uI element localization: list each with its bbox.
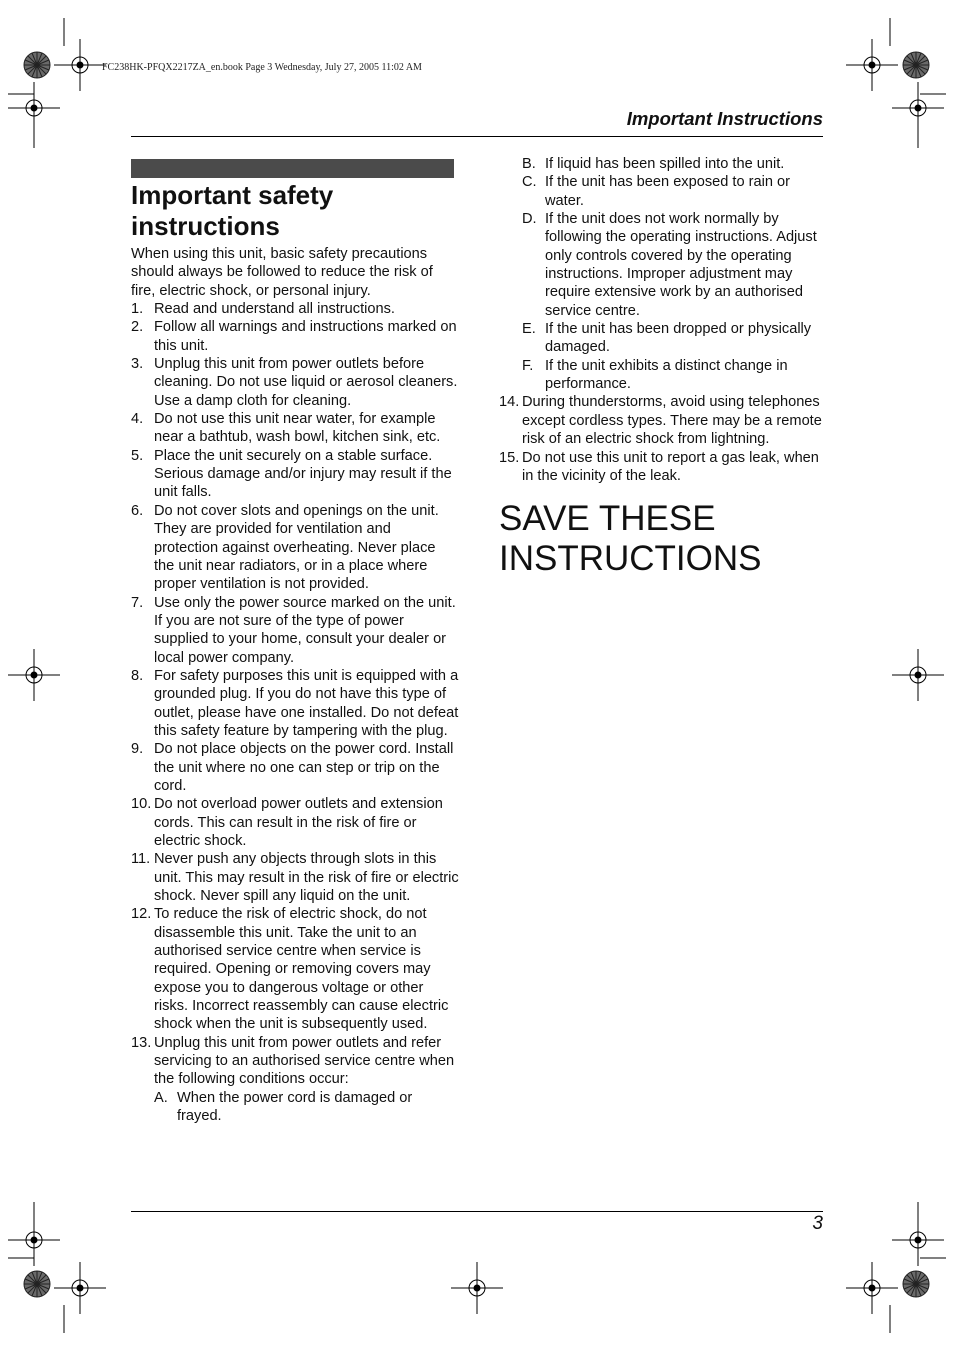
sub-list-item: A. When the power cord is damaged or frayed. <box>154 1089 413 1125</box>
list-item: 4. Do not use this unit near water, for example near a bathtub, wash bowl, kitchen sink, etc. <box>131 411 441 446</box>
sub-list-continued <box>499 155 829 393</box>
sub-list-item: E. If the unit has been dropped or physically damaged. <box>522 321 812 356</box>
list-item: 9. Do not place objects on the power cord. Install the unit where no one can step or trip on the cord. <box>131 741 454 794</box>
left-column <box>131 245 459 1126</box>
section-bar <box>131 159 454 178</box>
footer-rule <box>131 1211 823 1212</box>
list-item: 7. Use only the power source marked on the unit. If you are not sure of the type of power supplied to your home, consult your dealer or local power company. <box>131 594 456 666</box>
list-item: 11. Never push any objects through slots in this unit. This may result in the risk of fire or electric shock. Never spill any liquid on the unit. <box>131 851 459 905</box>
list-item: 12. To reduce the risk of electric shock, do not disassemble this unit. Take the unit to an authorised service centre when service is required. Opening or removing covers may expose you to dangerous voltage or other risks. Incorrect reassembly can cause electric shock when the unit is subsequently used. <box>131 906 449 1033</box>
page-number: 3 <box>812 1213 823 1234</box>
print-slug: FC238HK-PFQX2217ZA_en.book Page 3 Wednesday, July 27, 2005 11:02 AM <box>102 62 422 73</box>
instruction-list <box>131 300 459 1125</box>
header-rule <box>131 136 823 137</box>
sub-list-item: F. If the unit exhibits a distinct change in performance. <box>522 357 788 393</box>
list-item: 1. Read and understand all instructions. <box>131 301 395 318</box>
save-instructions-heading: SAVE THESE INSTRUCTIONS <box>499 499 762 579</box>
intro-text: When using this unit, basic safety precautions should always be followed to reduce the risk of fire, electric shock, or personal injury. <box>131 246 433 299</box>
list-item: 5. Place the unit securely on a stable surface. Serious damage and/or injury may result if the unit falls. <box>131 447 452 501</box>
running-head: Important Instructions <box>626 108 823 129</box>
sub-list-item: B. If liquid has been spilled into the unit. <box>522 156 785 172</box>
sub-list <box>131 1089 459 1126</box>
section-title: Important safety instructions <box>131 180 334 241</box>
list-item: 15. Do not use this unit to report a gas leak, when in the vicinity of the leak. <box>499 449 819 484</box>
list-item: 14. During thunderstorms, avoid using telephones except cordless types. There may be a remote risk of an electric shock from lightning. <box>499 394 822 448</box>
list-item: 6. Do not cover slots and openings on the unit. They are provided for ventilation and protection against overheating. Never place the unit near radiators, or in a place where proper ventilation is not provided. <box>131 502 439 593</box>
right-column <box>499 155 829 579</box>
list-item: 13. Unplug this unit from power outlets and refer servicing to an authorised service centre when the following conditions occur: <box>131 1034 455 1088</box>
sub-list-item: C. If the unit has been exposed to rain or water. <box>522 174 791 209</box>
list-item: 2. Follow all warnings and instructions marked on this unit. <box>131 319 457 354</box>
list-item: 10. Do not overload power outlets and extension cords. This can result in the risk of fire or electric shock. <box>131 796 443 849</box>
list-item: 8. For safety purposes this unit is equipped with a grounded plug. If you do not have this type of outlet, please have one installed. Do not defeat this safety feature by tampering with the plug. <box>131 667 459 739</box>
sub-list-item: D. If the unit does not work normally by following the operating instructions. Adjust only controls covered by the operating instructions. Improper adjustment may require extensive work by an authorised service centre. <box>522 211 817 319</box>
list-item: 3. Unplug this unit from power outlets before cleaning. Do not use liquid or aerosol cleaners. Use a damp cloth for cleaning. <box>131 356 458 409</box>
